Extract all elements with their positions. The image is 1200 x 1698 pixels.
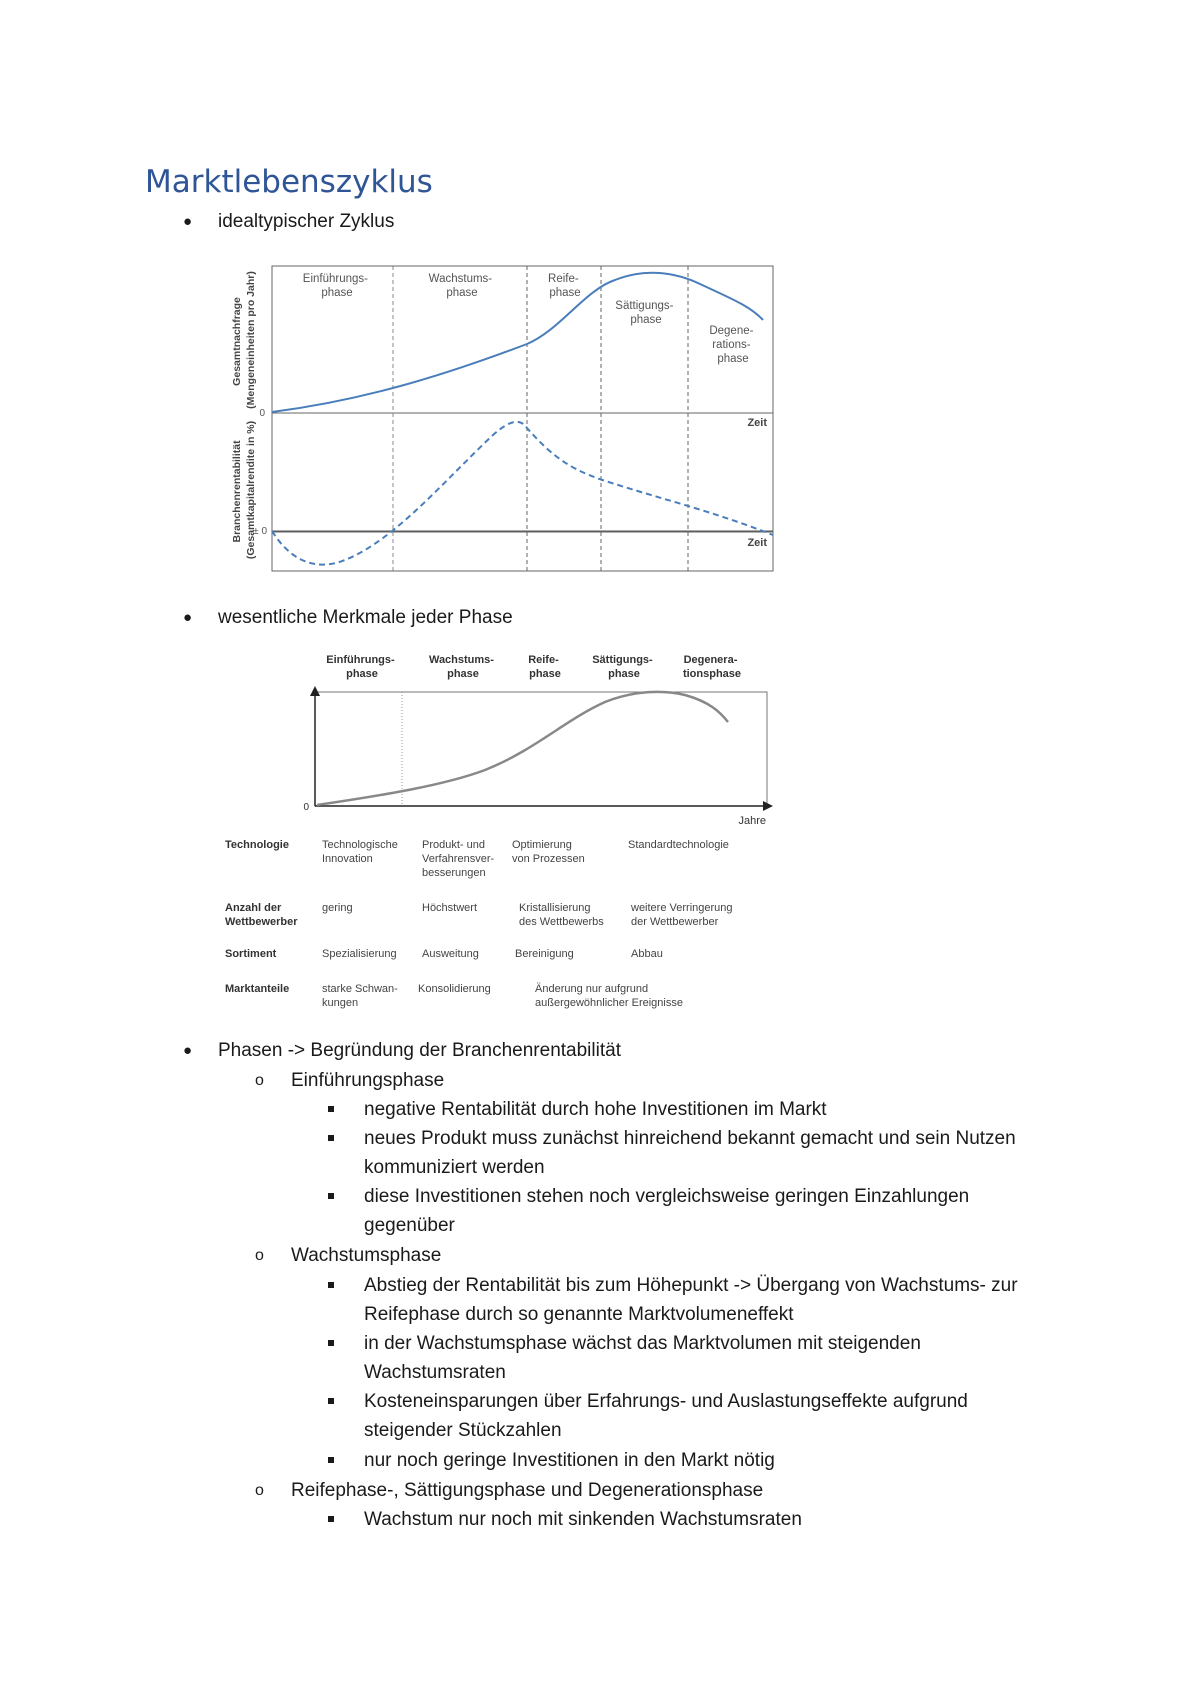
zero-label-bottom: ± 0 — [253, 526, 267, 537]
bullet-icon: ● — [183, 609, 193, 626]
square-bullet-icon — [328, 1516, 334, 1522]
phase-item: Abstieg der Rentabilität bis zum Höhepunkt -> Übergang von Wachstums- zur — [364, 1275, 1018, 1296]
phase-heading-wachstum: Wachstumsphase — [291, 1245, 442, 1266]
sub-bullet-icon: o — [255, 1482, 264, 1499]
phase-item: negative Rentabilität durch hohe Investitionen im Markt — [364, 1099, 827, 1120]
bullet-icon: ● — [183, 213, 193, 230]
xlabel: Jahre — [738, 815, 766, 827]
bullet-text: Phasen -> Begründung der Branchenrentabilität — [218, 1040, 621, 1061]
cell: Spezialisierung — [322, 948, 397, 960]
row-marktanteile — [225, 983, 683, 1009]
page-title: Marktlebenszyklus — [145, 164, 433, 200]
phase-label-saettigung: Sättigungs- phase — [615, 300, 674, 326]
phase-label-einfuehrung: Einführungs- phase — [302, 273, 369, 299]
cell: starke Schwan-kungen — [322, 983, 398, 1009]
phase-item-continued: kommuniziert werden — [364, 1157, 545, 1178]
phase-label-wachstum: Wachstums- phase — [428, 273, 493, 299]
row-label: Sortiment — [225, 948, 277, 960]
row-technologie — [225, 839, 729, 879]
square-bullet-icon — [328, 1340, 334, 1346]
row-label: Anzahl der Wettbewerber — [225, 902, 298, 928]
cell: Optimierung von Prozessen — [512, 839, 585, 865]
cell: Kristallisierung des Wettbewerbs — [519, 902, 604, 928]
row-wettbewerber — [225, 902, 733, 928]
phase-item: nur noch geringe Investitionen in den Markt nötig — [364, 1450, 775, 1471]
square-bullet-icon — [328, 1398, 334, 1404]
phase-item-continued: Reifephase durch so genannte Marktvolumeneffekt — [364, 1304, 794, 1325]
row-label: Marktanteile — [225, 983, 290, 995]
cell: gering — [322, 902, 353, 914]
square-bullet-icon — [328, 1106, 334, 1112]
cell: Höchstwert — [422, 902, 478, 914]
cell: Konsolidierung — [418, 983, 491, 995]
cell: Bereinigung — [515, 948, 574, 960]
ylabel-top: Gesamtnachfrage (Mengeneinheiten pro Jahr) — [231, 271, 257, 409]
cell: Standardtechnologie — [628, 839, 729, 851]
phase-heading-einfuehrung: Einführungsphase — [291, 1070, 445, 1091]
cell: weitere Verringerung der Wettbewerber — [631, 902, 733, 928]
phase-item-continued: gegenüber — [364, 1215, 455, 1236]
chart-frame-bottom — [272, 413, 773, 532]
bullet-text: idealtypischer Zyklus — [218, 211, 395, 232]
y-axis-arrow — [310, 686, 320, 696]
cell: Produkt- und Verfahrensver-besserungen — [422, 839, 495, 879]
ylabel-bottom: Branchenrentabilität (Gesamtkapitalrendite in %) — [231, 420, 257, 560]
phase-heading-reife: Reifephase-, Sättigungsphase und Degenerationsphase — [291, 1480, 764, 1501]
sales-curve — [317, 692, 728, 805]
header-reife: Reife- phase — [528, 654, 561, 680]
row-sortiment — [225, 948, 663, 960]
sub-bullet-icon: o — [255, 1247, 264, 1264]
square-bullet-icon — [328, 1457, 334, 1463]
x-axis-arrow — [763, 801, 773, 811]
header-degeneration: Degenera- tionsphase — [682, 654, 742, 680]
header-saettigung: Sättigungs- phase — [592, 654, 653, 680]
phase-item: Wachstum nur noch mit sinkenden Wachstumsraten — [364, 1509, 802, 1530]
square-bullet-icon — [328, 1193, 334, 1199]
phase-item: diese Investitionen stehen noch vergleichsweise geringen Einzahlungen — [364, 1186, 970, 1207]
phase-label-degeneration: Degene- rations- phase — [709, 325, 754, 365]
sub-bullet-icon: o — [255, 1072, 264, 1089]
figure-phase-characteristics — [215, 640, 785, 1020]
bullet-icon: ● — [183, 1042, 193, 1059]
square-bullet-icon — [328, 1282, 334, 1288]
chart-frame — [315, 692, 767, 806]
phase-item-continued: Wachstumsraten — [364, 1362, 506, 1383]
xlabel-top: Zeit — [747, 417, 767, 429]
chart-frame-outer — [272, 266, 773, 571]
header-einfuehrung: Einführungs- phase — [326, 654, 395, 680]
bullet-text: wesentliche Merkmale jeder Phase — [218, 607, 513, 628]
figure-market-lifecycle — [215, 250, 785, 580]
cell: Änderung nur aufgrund außergewöhnlicher Ereignisse — [535, 983, 683, 1009]
row-label: Technologie — [225, 839, 289, 851]
phase-item: Kosteneinsparungen über Erfahrungs- und Auslastungseffekte aufgrund — [364, 1391, 968, 1412]
phase-item-continued: steigender Stückzahlen — [364, 1420, 562, 1441]
xlabel-bottom: Zeit — [747, 537, 767, 549]
phase-label-reife: Reife- phase — [548, 273, 581, 299]
cell: Ausweitung — [422, 948, 479, 960]
zero-label-top: 0 — [259, 408, 265, 419]
phase-item: neues Produkt muss zunächst hinreichend bekannt gemacht und sein Nutzen — [364, 1128, 1016, 1149]
phase-item: in der Wachstumsphase wächst das Marktvolumen mit steigenden — [364, 1333, 921, 1354]
square-bullet-icon — [328, 1135, 334, 1141]
cell: Technologische Innovation — [322, 839, 398, 865]
profitability-curve — [272, 422, 773, 565]
header-wachstum: Wachstums- phase — [428, 654, 494, 680]
cell: Abbau — [631, 948, 663, 960]
zero-label: 0 — [303, 802, 309, 813]
